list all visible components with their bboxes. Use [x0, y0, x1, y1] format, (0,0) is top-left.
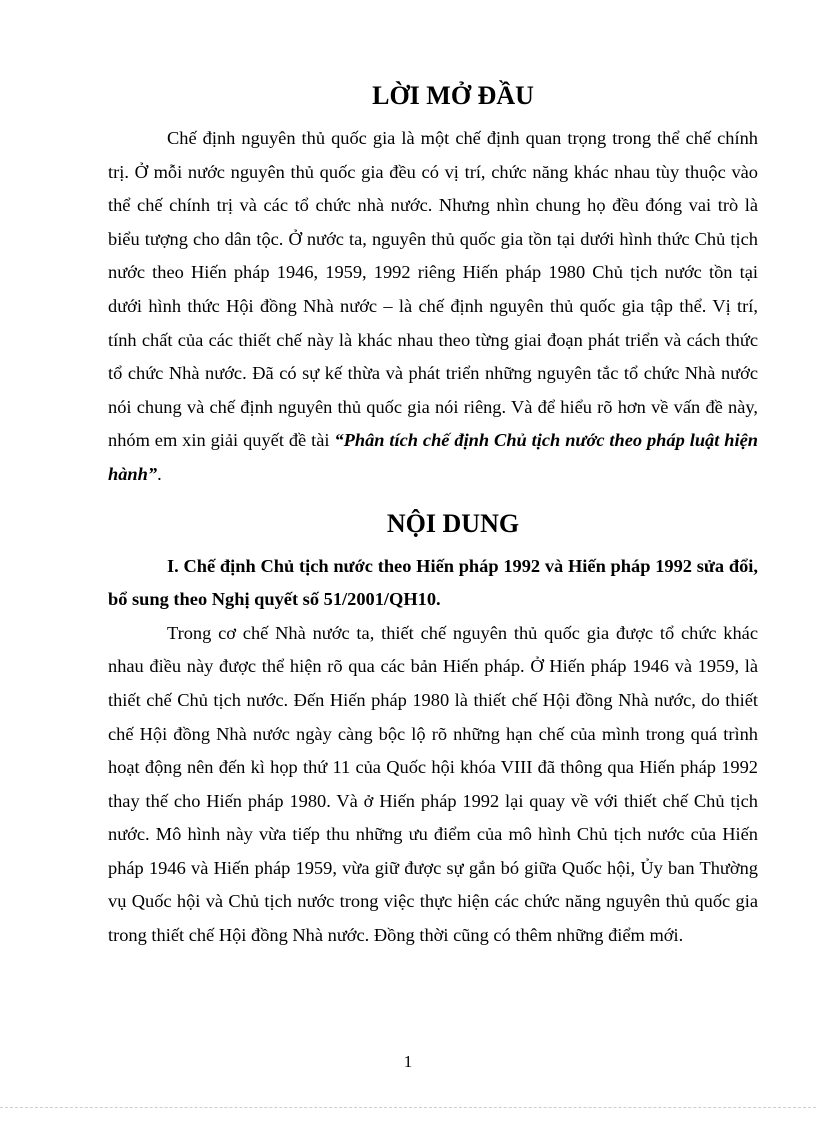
- intro-paragraph-text: Chế định nguyên thủ quốc gia là một chế định quan trọng trong thể chế chính trị. Ở mỗi nước nguyên thủ quốc gia đều có vị trí, chức năng khác nhau tùy thuộc vào thể chế chính trị và các tổ chức nhà nước. Nhưng nhìn chung họ đều đóng vai trò là biểu tượng cho dân tộc. Ở nước ta, nguyên thủ quốc gia tồn tại dưới hình thức Chủ tịch nước theo Hiến pháp 1946, 1959, 1992 riêng Hiến pháp 1980 Chủ tịch nước tồn tại dưới hình thức Hội đồng Nhà nước – là chế định nguyên thủ quốc gia tập thể. Vị trí, tính chất của các thiết chế này là khác nhau theo từng giai đoạn phát triển và cách thức tổ chức Nhà nước. Đã có sự kế thừa và phát triển những nguyên tắc tổ chức Nhà nước nói chung và chế định nguyên thủ quốc gia nói riêng. Và để hiểu rõ hơn về vấn đề này, nhóm em xin giải quyết đề tài: [108, 128, 758, 451]
- intro-heading: LỜI MỞ ĐẦU: [372, 81, 534, 110]
- topic-title: “Phân tích chế định Chủ tịch nước theo pháp luật hiện hành”: [108, 430, 758, 484]
- section-1-heading: I. Chế định Chủ tịch nước theo Hiến pháp 1992 và Hiến pháp 1992 sửa đổi, bổ sung theo Nghị quyết số 51/2001/QH10.: [108, 555, 758, 610]
- page-bottom-edge: [0, 1107, 816, 1108]
- page-number: 1: [403, 1052, 413, 1071]
- content-heading: NỘI DUNG: [386, 508, 520, 538]
- intro-paragraph-end: .: [157, 463, 162, 484]
- content-paragraph: Trong cơ chế Nhà nước ta, thiết chế nguyên thủ quốc gia được tổ chức khác nhau điều này được thể hiện rõ qua các bản Hiến pháp. Ở Hiến pháp 1946 và 1959, là thiết chế Chủ tịch nước. Đến Hiến pháp 1980 là thiết chế Hội đồng Nhà nước, do thiết chế Hội đồng Nhà nước ngày càng bộc lộ rõ những hạn chế của mình trong quá trình hoạt động nên đến kì họp thứ 11 của Quốc hội khóa VIII đã thông qua Hiến pháp 1992 thay thế cho Hiến pháp 1980. Và ở Hiến pháp 1992 lại quay về với thiết chế Chủ tịch nước. Mô hình này vừa tiếp thu những ưu điểm của mô hình Chủ tịch nước của Hiến pháp 1946 và Hiến pháp 1959, vừa giữ được sự gắn bó giữa Quốc hội, Ủy ban Thường vụ Quốc hội và Chủ tịch nước trong việc thực hiện các chức năng nguyên thủ quốc gia trong thiết chế Hội đồng Nhà nước. Đồng thời cũng có thêm những điểm mới.: [108, 622, 758, 946]
- intro-paragraph: [108, 122, 758, 492]
